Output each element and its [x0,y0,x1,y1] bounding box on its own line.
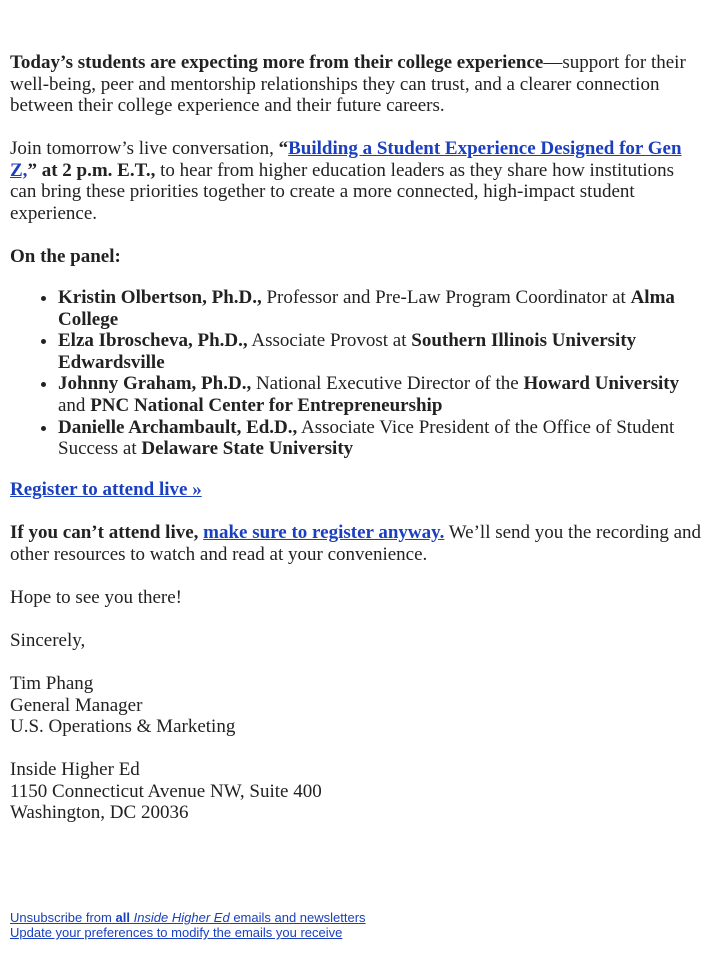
intro-paragraph [10,52,712,117]
panelist-role: National Executive Director of the [251,373,524,395]
panelist-role: Associate Vice President of the Office of Student Success at [58,416,675,460]
invite-text: to hear from higher education leaders as they share how institutions can bring these priorities together to create a more connected, high-impact student experience. [10,159,675,224]
address-block [10,759,322,824]
panelist-org-secondary: PNC National Center for Entrepreneurship [90,394,443,416]
panel-heading-text: On the panel: [10,246,121,267]
register-anyway-link[interactable]: make sure to register anyway. [203,522,445,543]
panelist-name: Danielle Archambault, Ed.D., [58,416,298,438]
register-paragraph [10,479,202,501]
panelist-name: Kristin Olbertson, Ph.D., [58,287,262,308]
event-link[interactable]: Building a Student Experience Designed for Gen Z, [10,138,682,181]
email-footer [10,910,366,940]
signature-title: General Manager [10,694,143,716]
list-item [58,330,694,373]
panelist-role: Professor and Pre-Law Program Coordinator at [261,287,631,308]
unsubscribe-brand: Inside Higher Ed [133,910,230,925]
hope-line: Hope to see you there! [10,587,182,608]
panelist-name: Johnny Graham, Ph.D., [58,373,252,395]
signature-block [10,673,235,738]
panelist-org: Southern Illinois University Edwardsville [58,330,637,373]
invite-lead: Join tomorrow’s live conversation, [10,138,279,159]
panelist-role: Associate Provost at [247,330,412,352]
address-street: 1150 Connecticut Avenue NW, Suite 400 [10,780,322,802]
register-live-link[interactable]: Register to attend live » [10,479,202,500]
unsubscribe-link[interactable] [10,910,366,925]
address-city: Washington, DC 20036 [10,802,189,824]
invite-time: at 2 p.m. E.T., [36,159,156,181]
list-item [58,287,694,330]
signature-name: Tim Phang [10,673,94,694]
intro-text: —support for their well-being, peer and mentorship relationships they can trust, and a clearer connection between their college experience and their future careers. [10,52,686,117]
invite-open-quote: “ [278,138,289,159]
intro-bold: Today’s students are expecting more from their college experience [10,52,544,73]
panelist-org: Alma College [58,287,675,330]
unsubscribe-all: all [115,910,130,925]
anyway-bold: If you can’t attend live, [10,522,199,543]
panel-list [10,287,694,460]
unsubscribe-suffix: emails and newsletters [229,910,366,925]
panelist-name: Elza Ibroscheva, Ph.D., [58,330,248,352]
panel-heading [10,246,121,268]
invite-close-quote: ” [27,159,37,181]
update-preferences-link[interactable]: Update your preferences to modify the emails you receive [10,925,343,940]
panelist-conjunction: and [58,394,91,416]
list-item [58,373,694,416]
address-org: Inside Higher Ed [10,759,140,780]
panelist-org: Delaware State University [141,438,354,460]
invite-paragraph [10,138,694,224]
anyway-paragraph [10,522,720,565]
sincerely-line: Sincerely, [10,630,86,651]
unsubscribe-prefix: Unsubscribe from [10,910,116,925]
panelist-org: Howard University [523,373,680,395]
list-item [58,417,694,460]
anyway-text: We’ll send you the recording and other resources to watch and read at your convenience. [10,522,702,565]
signature-dept: U.S. Operations & Marketing [10,716,236,738]
